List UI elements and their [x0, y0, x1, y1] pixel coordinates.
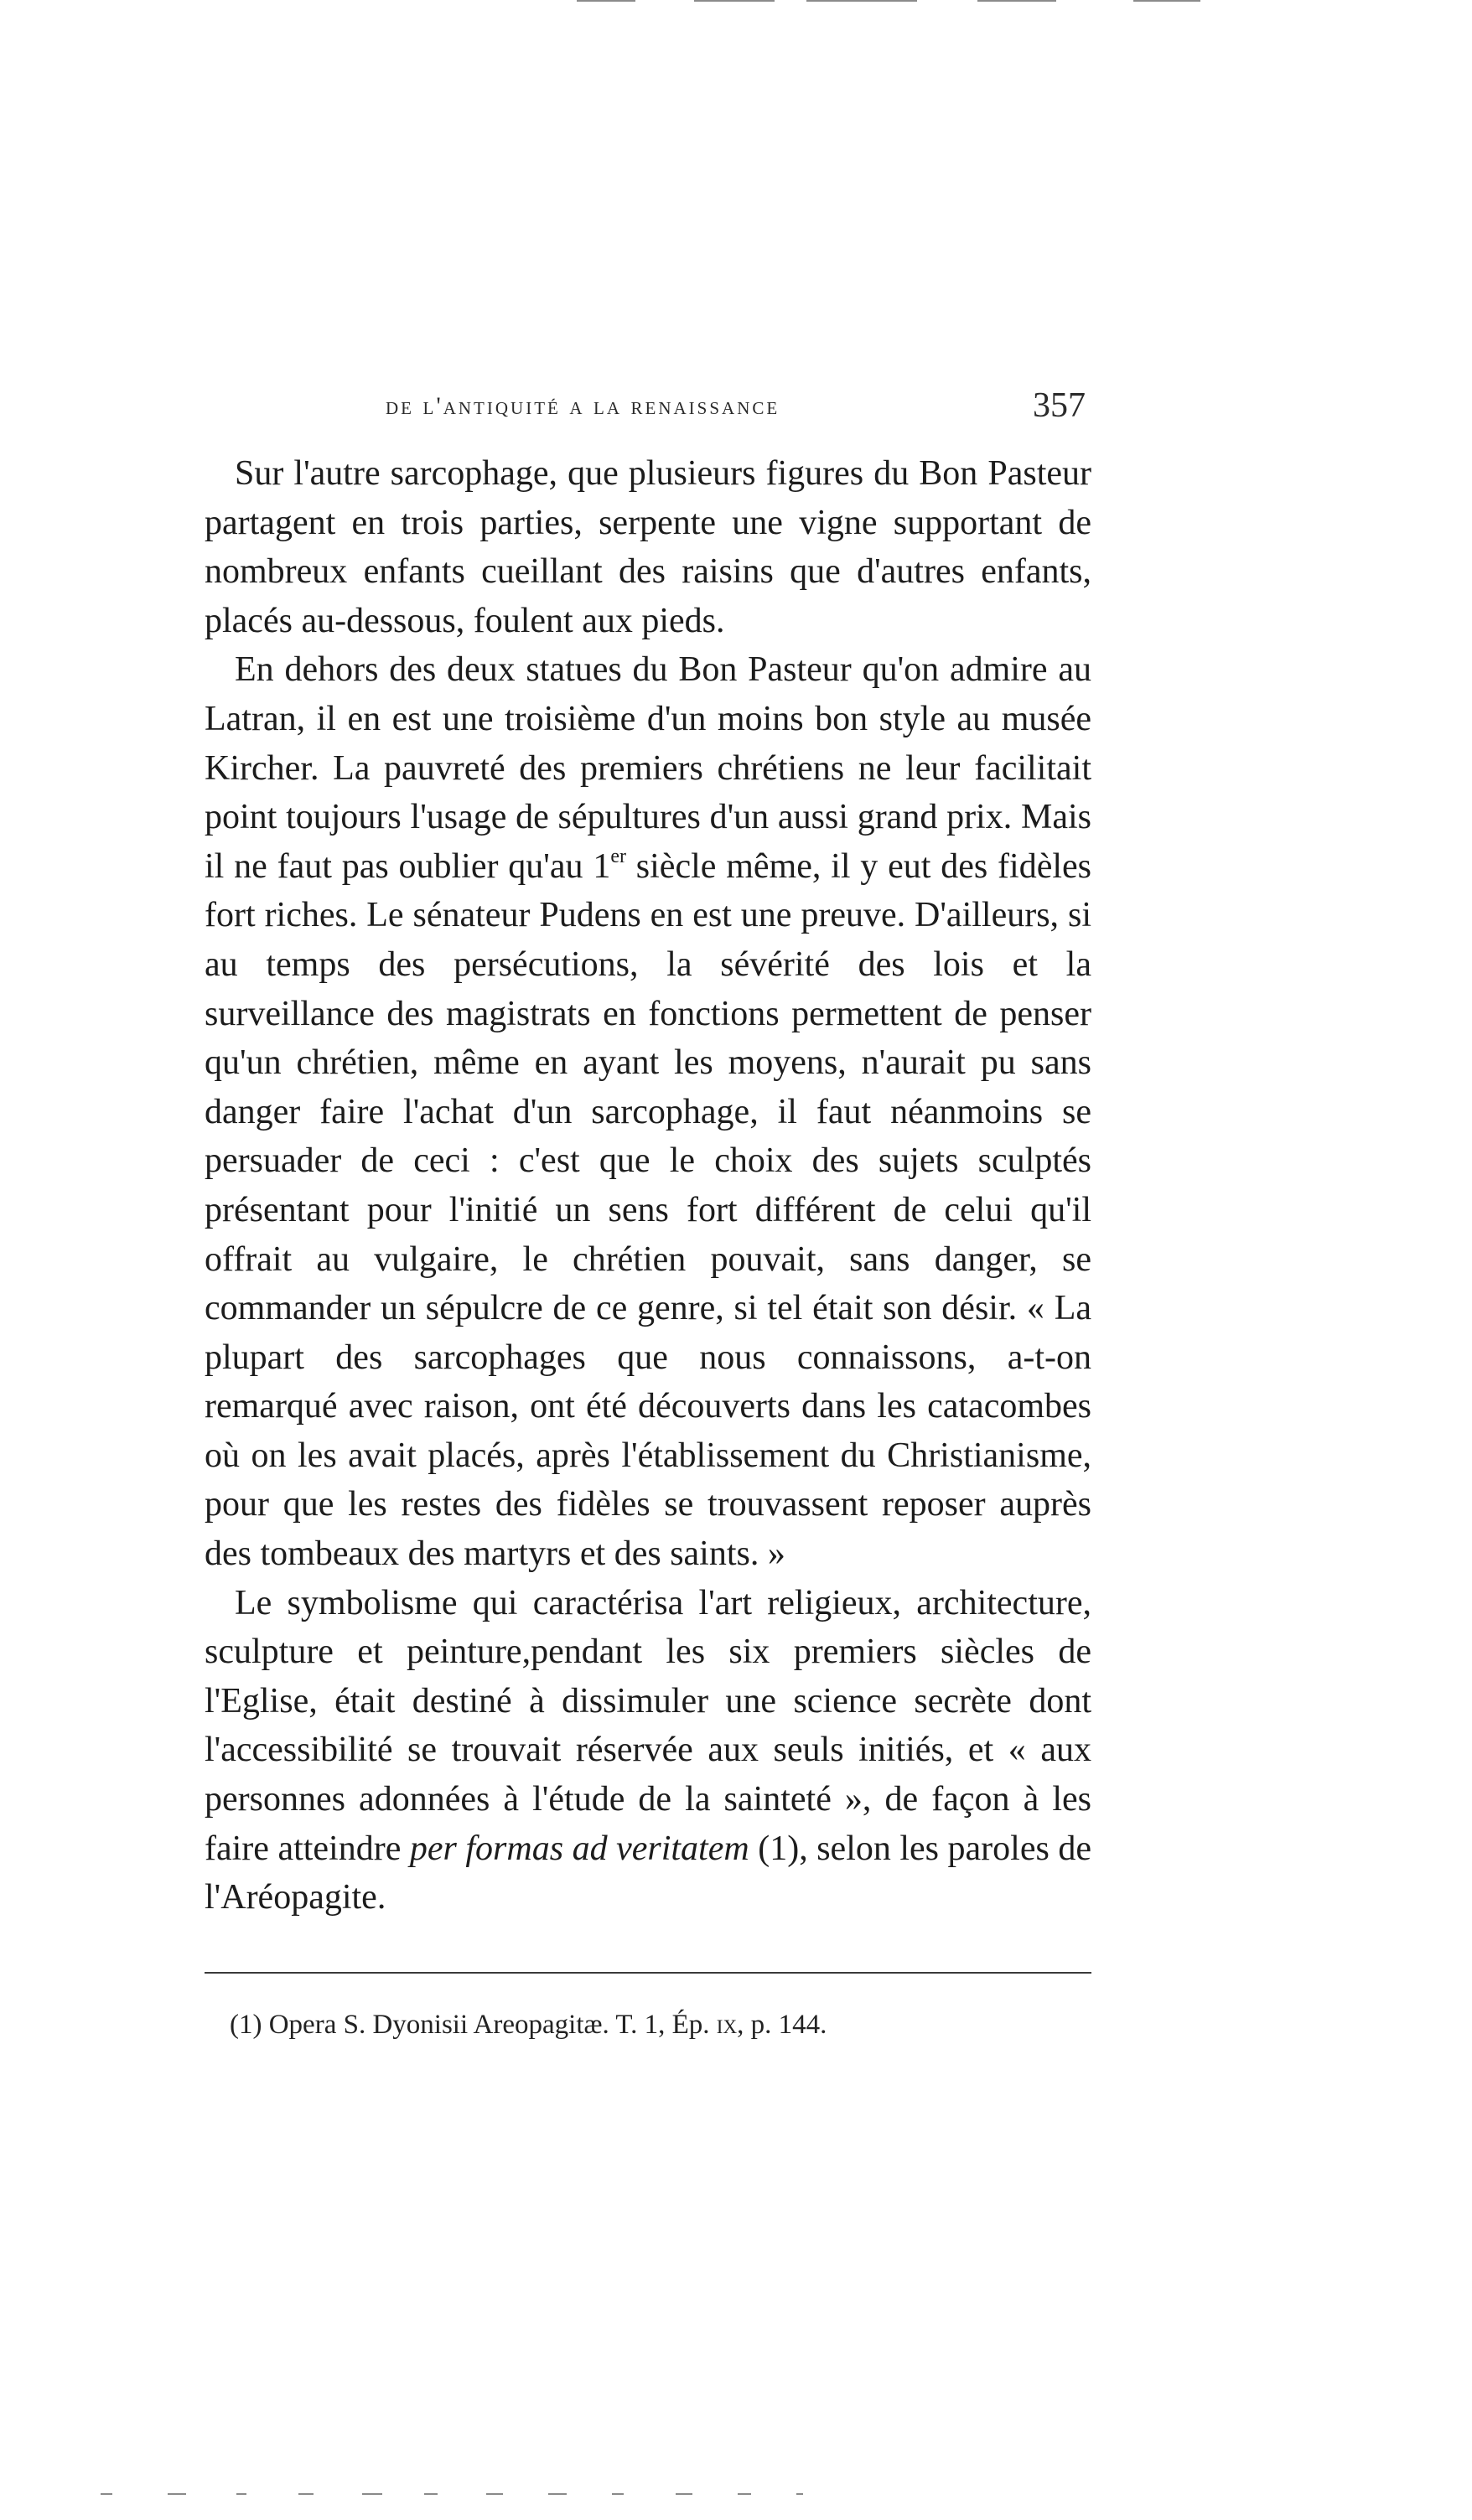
scan-mark [362, 2493, 382, 2495]
paragraph-text: (1), selon les paroles de l'Aréopagite. [205, 1829, 1091, 1917]
ordinal-superscript: er [610, 845, 626, 867]
scan-mark [694, 0, 775, 2]
scan-mark [738, 2493, 751, 2495]
paragraph [205, 645, 1091, 1578]
scan-mark [548, 2493, 567, 2495]
footnote [230, 2010, 827, 2041]
scan-mark [236, 2493, 246, 2495]
paragraph-text: En dehors des deux statues du Bon Pasteur qu'on admire au Latran, il en est une troisième d'un moins bon style au musée Kircher. La pauvreté des premiers chrétiens ne leur facilitait point toujours l'usage de sépultures d'un aussi grand prix. Mais il ne faut pas oublier qu'au [205, 650, 1091, 886]
latin-phrase: per formas ad veritatem [409, 1829, 749, 1868]
scan-mark [612, 2493, 624, 2495]
scan-mark [101, 2493, 112, 2495]
ordinal-number: 1 [593, 846, 611, 886]
footnote-roman-numeral: ix [716, 2010, 738, 2040]
scan-mark [168, 2493, 186, 2495]
footnote-rule [205, 1972, 1091, 1974]
scan-mark [577, 0, 635, 2]
paragraph [205, 449, 1091, 645]
page-number: 357 [1033, 386, 1086, 425]
running-head: de l'antiquité a la renaissance [386, 392, 780, 420]
scan-mark [486, 2493, 503, 2495]
paragraph-text: Le symbolisme qui caractérisa l'art religieux, architecture, sculpture et peinture,pendant les six premiers siècles de l'Eglise, était destiné à dissimuler une science secrète dont l'accessibilité se trouvait réservée aux seuls initiés, et « aux personnes adonnées à l'étude de la sainteté », de façon à les faire atteindre [205, 1583, 1091, 1868]
top-scan-marks [0, 0, 1472, 8]
paragraph [205, 1579, 1091, 1922]
scan-mark [676, 2493, 692, 2495]
bottom-scan-marks [0, 2493, 1472, 2502]
scan-mark [298, 2493, 314, 2495]
scan-mark [806, 0, 917, 2]
scan-mark [1133, 0, 1200, 2]
paragraph-text: siècle même, il y eut des fidèles fort riches. Le sénateur Pudens en est une preuve. D'ailleurs, si au temps des persécutions, la sévérité des lois et la surveillance des magistrats en fonctions permettent de penser qu'un chrétien, même en ayant les moyens, n'aurait pu sans danger faire l'achat d'un sarcophage, il faut néanmoins se persuader de ceci : c'est que le choix des sujets sculptés présentant pour l'initié un sens fort différent de celui qu'il offrait au vulgaire, le chrétien pouvait, sans danger, se commander un sépulcre de ce genre, si tel était son désir. « La plupart des sarcophages que nous connaissons, a-t-on remarqué avec raison, ont été découverts dans les catacombes où on les avait placés, après l'établissement du Christianisme, pour que les restes des fidèles se trouvassent reposer auprès des tombeaux des martyrs et des saints. » [205, 846, 1091, 1574]
footnote-text: , p. 144. [737, 2010, 827, 2040]
scan-mark [424, 2493, 438, 2495]
footnote-text: (1) Opera S. Dyonisii Areopagitæ. T. 1, Ép. [230, 2010, 717, 2040]
main-text [205, 449, 1091, 1922]
paragraph-text: Sur l'autre sarcophage, que plusieurs figures du Bon Pasteur partagent en trois parties, serpente une vigne supportant de nombreux enfants cueillant des raisins que d'autres enfants, placés au-dessous, foulent aux pieds. [205, 454, 1091, 640]
scan-mark [796, 2493, 803, 2495]
scan-mark [977, 0, 1056, 2]
